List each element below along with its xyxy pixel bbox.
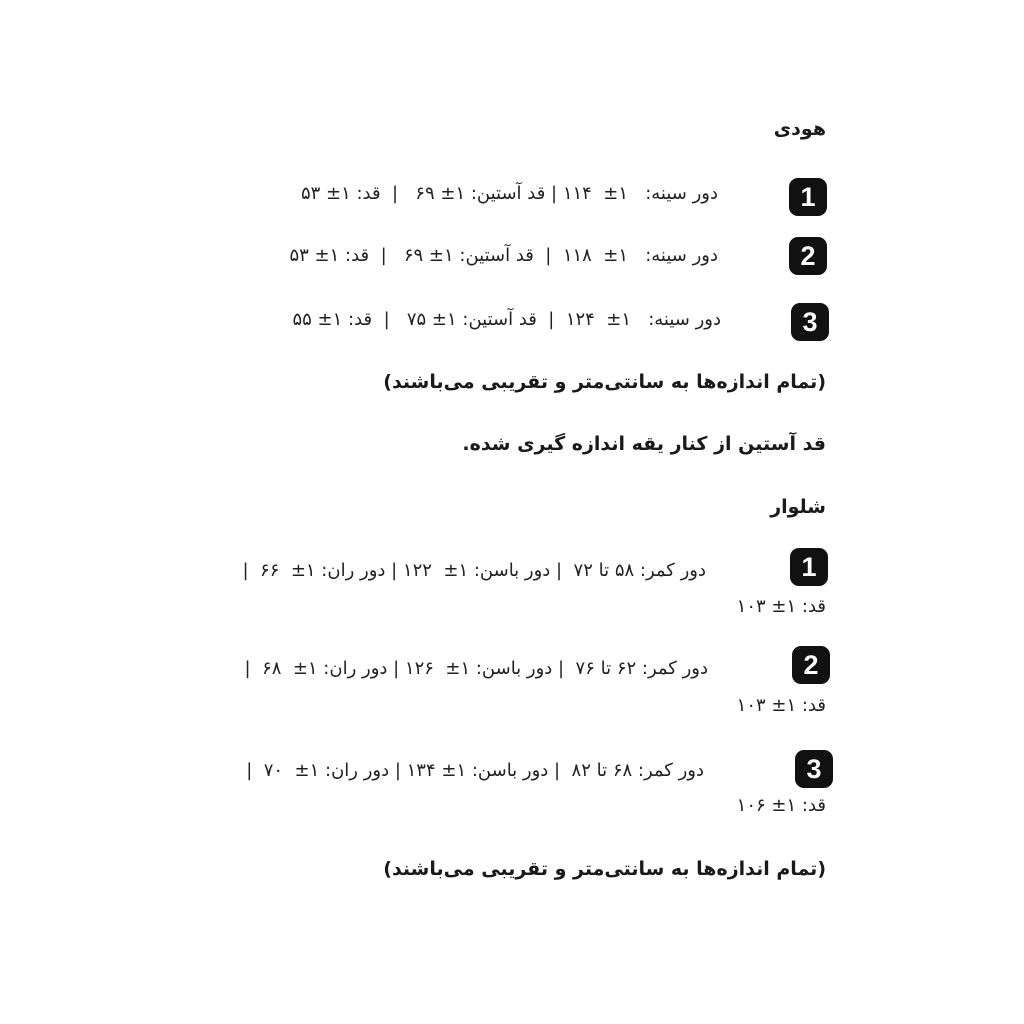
- pants-size-1-badge: 1: [790, 548, 828, 586]
- pants-units-note: (تمام اندازه‌ها به سانتی‌متر و تقریبی می‌باشند): [383, 858, 826, 880]
- hoodie-size-1-badge: 1: [789, 178, 827, 216]
- hoodie-size-1-measurements: دور سینه: ۱± ۱۱۴ | قد آستین: ۱± ۶۹ | قد: ۱± ۵۳: [300, 183, 718, 204]
- pants-size-1-line1: دور کمر: ۵۸ تا ۷۲ | دور باسن: ۱± ۱۲۲ | دور ران: ۱± ۶۶ |: [242, 560, 706, 581]
- pants-size-1-length: قد: ۱± ۱۰۳: [736, 596, 826, 617]
- hoodie-size-3-measurements: دور سینه: ۱± ۱۲۴ | قد آستین: ۱± ۷۵ | قد: ۱± ۵۵: [292, 309, 721, 330]
- pants-size-3-badge: 3: [795, 750, 833, 788]
- hoodie-size-2-badge: 2: [789, 237, 827, 275]
- hoodie-size-2-measurements: دور سینه: ۱± ۱۱۸ | قد آستین: ۱± ۶۹ | قد: ۱± ۵۳: [289, 245, 718, 266]
- hoodie-units-note: (تمام اندازه‌ها به سانتی‌متر و تقریبی می‌باشند): [383, 371, 826, 393]
- pants-size-2-length: قد: ۱± ۱۰۳: [736, 695, 826, 716]
- hoodie-title: هودی: [773, 118, 826, 140]
- hoodie-size-3-badge: 3: [791, 303, 829, 341]
- pants-size-3-line1: دور کمر: ۶۸ تا ۸۲ | دور باسن: ۱± ۱۳۴ | دور ران: ۱± ۷۰ |: [246, 760, 704, 781]
- pants-size-3-length: قد: ۱± ۱۰۶: [736, 795, 826, 816]
- pants-size-2-line1: دور کمر: ۶۲ تا ۷۶ | دور باسن: ۱± ۱۲۶ | دور ران: ۱± ۶۸ |: [244, 658, 708, 679]
- hoodie-sleeve-note: قد آستین از کنار یقه اندازه گیری شده.: [462, 433, 826, 455]
- pants-title: شلوار: [770, 496, 826, 518]
- pants-size-2-badge: 2: [792, 646, 830, 684]
